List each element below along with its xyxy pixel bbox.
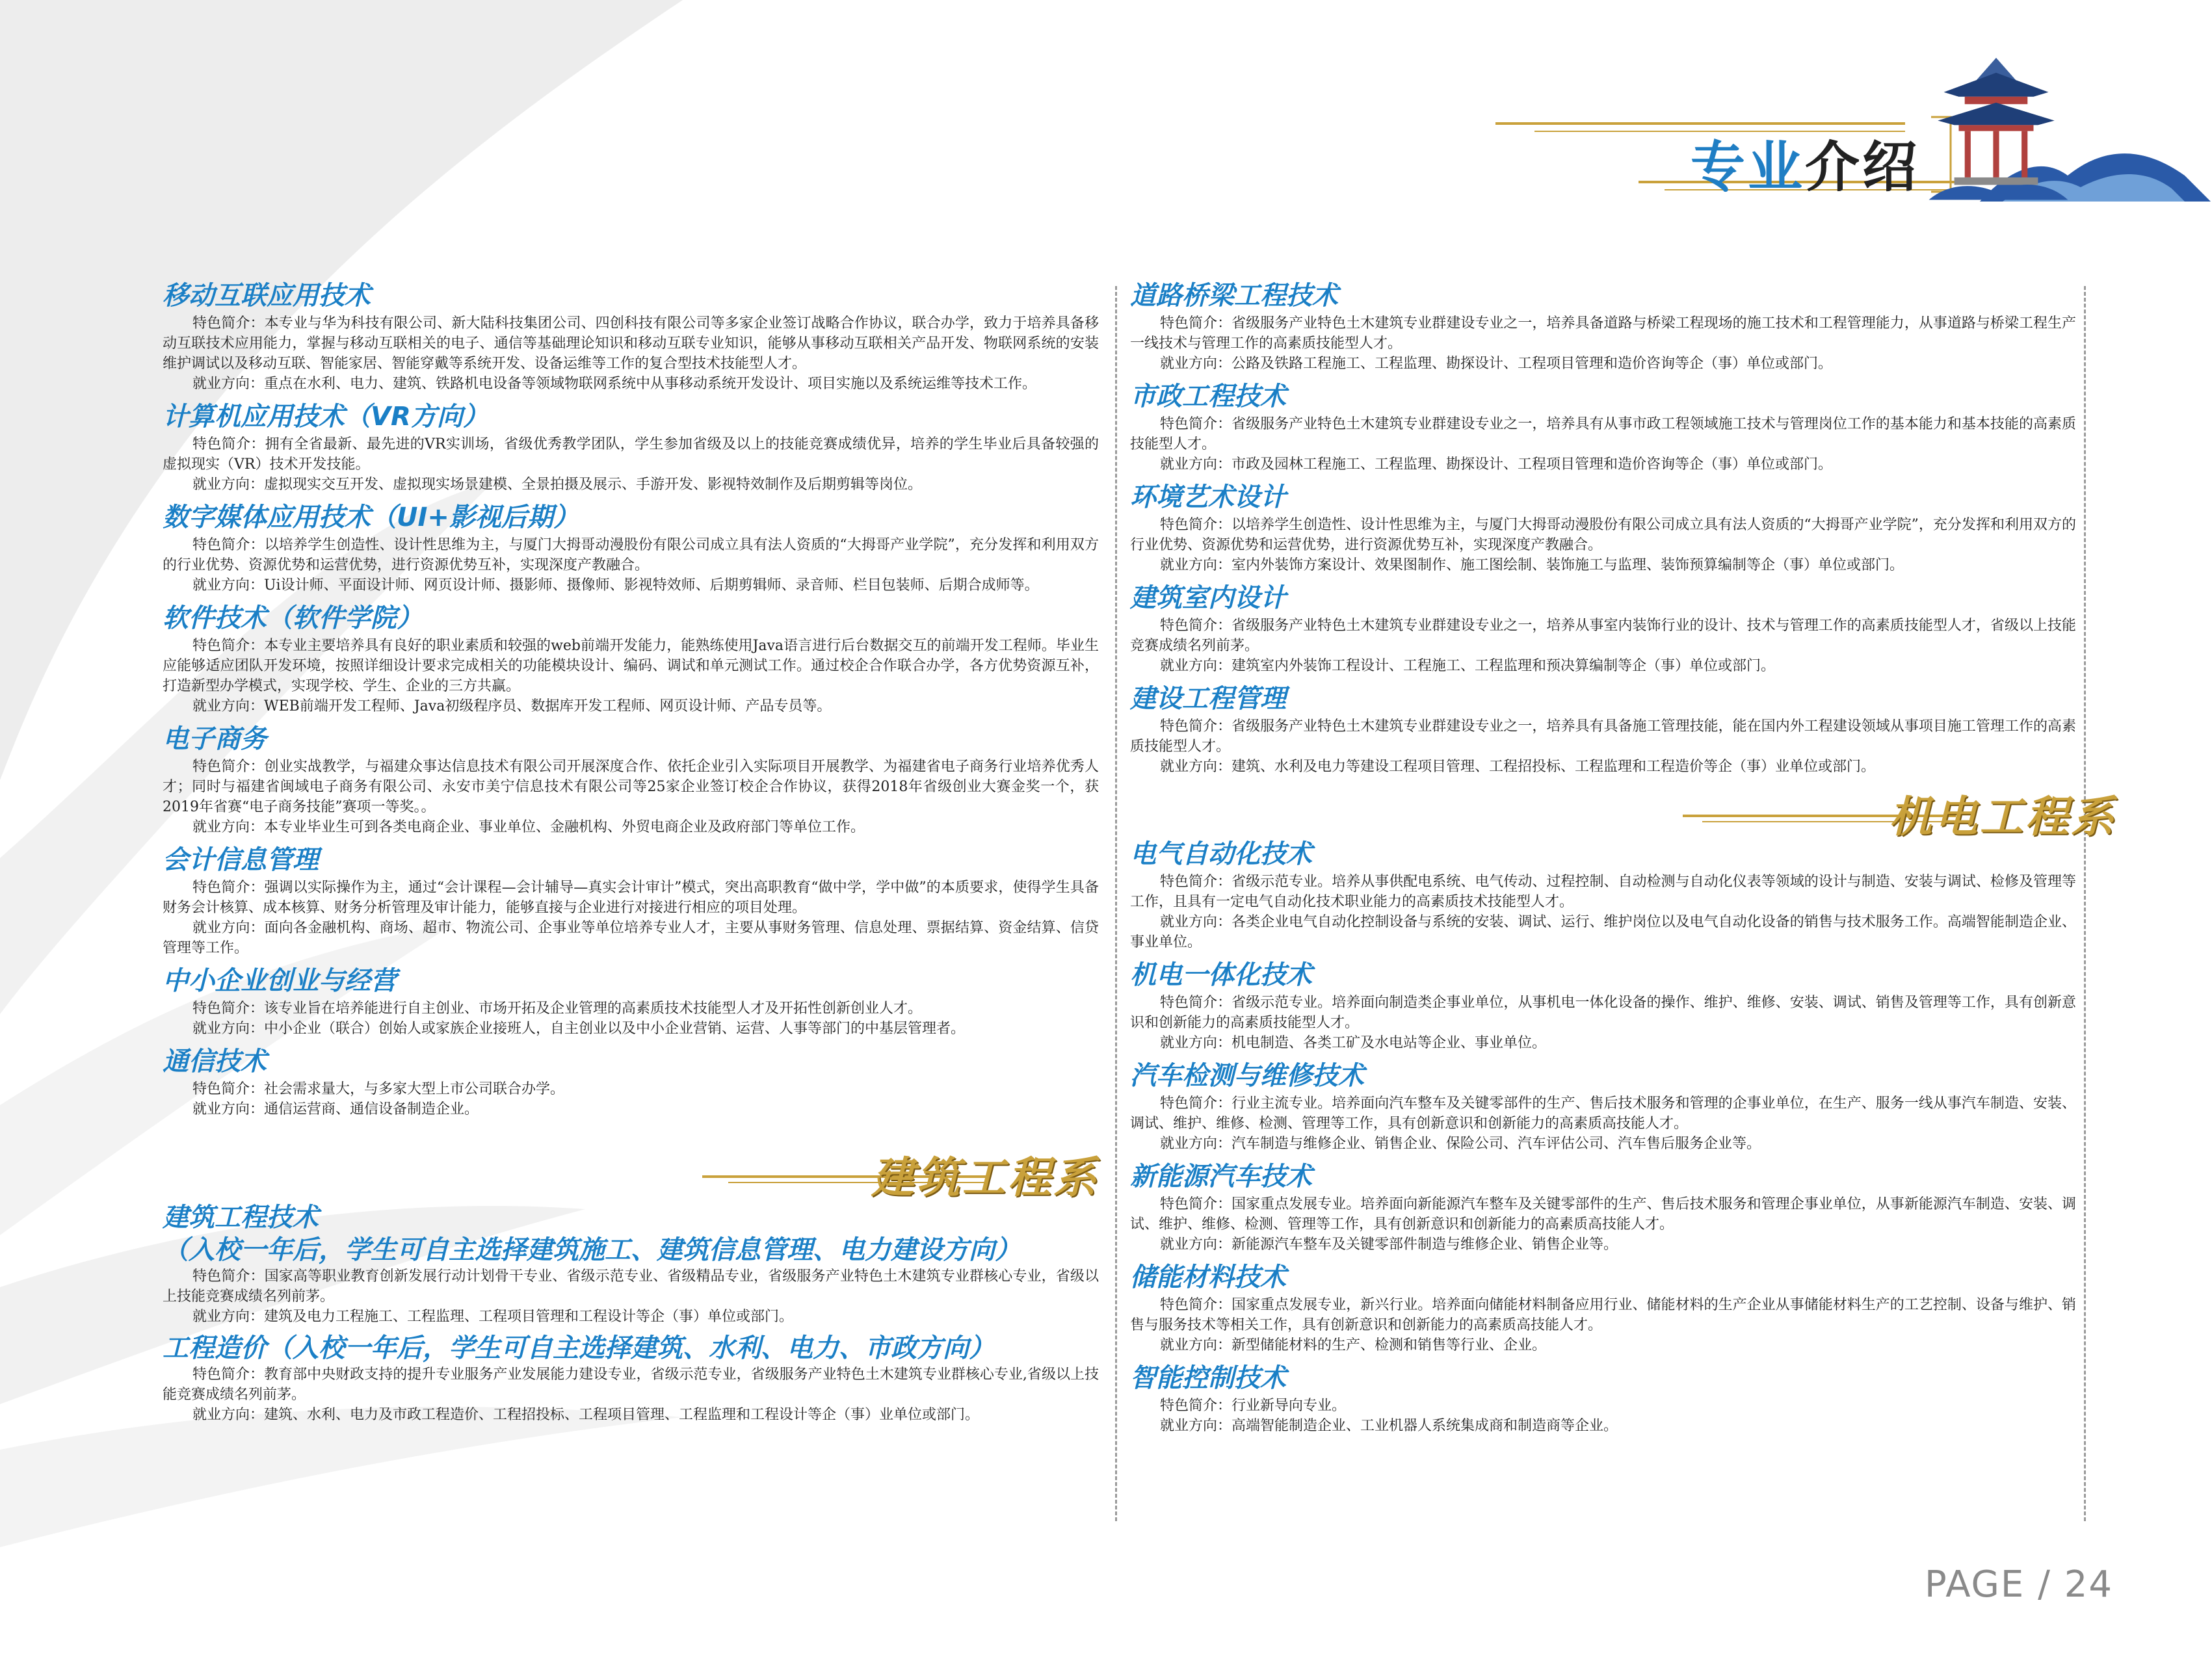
program-features: 特色简介：国家重点发展专业。培养面向新能源汽车整车及关键零部件的生产、售后技术服务和管理企事业单位，从事新能源汽车制造、安装、调试、维护、维修、检测、管理等工作，具有创新意识和创新能力的高素质高技能人才。: [1130, 1196, 2076, 1233]
program-energy-storage: [1130, 1260, 2076, 1355]
program-list: [163, 278, 1099, 1119]
program-cost-engineering: [163, 1332, 1099, 1425]
program-features: 特色简介：教育部中央财政支持的提升专业服务产业发展能力建设专业，省级示范专业，省级服务产业特色土木建筑专业群核心专业,省级以上技能竞赛成绩名列前茅。: [163, 1366, 1099, 1403]
program-features: 特色简介：强调以实际操作为主，通过“会计课程—会计辅导—真实会计审计”模式，突出高职教育“做中学，学中做”的本质要求，使得学生具备财务会计核算、成本核算、财务分析管理及审计能力，能够直接与企业进行对接进行相应的项目处理。: [163, 880, 1099, 916]
program-title: 环境艺术设计: [1130, 482, 1286, 512]
program-interior-design: [1130, 581, 2076, 676]
program-title: 建设工程管理: [1130, 684, 1286, 714]
page-number: PAGE / 24: [1925, 1563, 2114, 1606]
program-employment: 就业方向：中小企业（联合）创始人或家族企业接班人，自主创业以及中小企业营销、运营、人事等部门的中基层管理者。: [192, 1021, 966, 1037]
program-municipal: [1130, 379, 2076, 475]
program-features: 特色简介：行业新导向专业。: [1160, 1398, 1347, 1414]
department-heading-electromechanical: [1130, 782, 2116, 842]
program-title: 软件技术（软件学院）: [163, 603, 423, 633]
program-list: [1130, 278, 2076, 777]
program-software: [163, 601, 1099, 716]
program-title: 新能源汽车技术: [1130, 1162, 1312, 1192]
program-employment: 就业方向：机电制造、各类工矿及水电站等企业、事业单位。: [1160, 1035, 1547, 1051]
program-features: 特色简介：创业实战教学，与福建众事达信息技术有限公司开展深度合作、依托企业引入实际项目开展教学、为福建省电子商务行业培养优秀人才；同时与福建省闽域电子商务有限公司、永安市美宁信息技术有限公司等25家企业签订校企合作协议，获得2018年省级创业大赛金奖一个，获2019年省赛“电子商务技能”赛项一等奖。。: [163, 759, 1099, 815]
program-title: 汽车检测与维修技术: [1130, 1061, 1364, 1091]
program-title: 建筑工程技术: [163, 1203, 319, 1233]
program-building-engineering: [163, 1201, 1099, 1327]
program-features: 特色简介：以培养学生创造性、设计性思维为主，与厦门大拇哥动漫股份有限公司成立具有法人资质的“大拇哥产业学院”，充分发挥和利用双方的行业优势、资源优势和运营优势，进行资源优势互补，实现深度产教融合。: [163, 537, 1099, 573]
program-computer-vr: [163, 399, 1099, 495]
program-employment: 就业方向：面向各金融机构、商场、超市、物流公司、企事业等单位培养专业人才，主要从事财务管理、信息处理、票据结算、资金结算、信贷管理等工作。: [163, 920, 1099, 956]
program-features: 特色简介：该专业旨在培养能进行自主创业、市场开拓及企业管理的高素质技术技能型人才及开拓性创新创业人才。: [192, 1000, 923, 1017]
program-employment: 就业方向：市政及园林工程施工、工程监理、勘探设计、工程项目管理和造价咨询等企（事）单位或部门。: [1160, 456, 1833, 473]
program-road-bridge: [1130, 278, 2076, 374]
program-environment-art: [1130, 480, 2076, 575]
pavilion-icon: [1918, 53, 2074, 203]
program-employment: 就业方向：重点在水利、电力、建筑、铁路机电设备等领域物联网系统中从事移动系统开发设计、项目实施以及系统运维等技术工作。: [192, 376, 1037, 392]
program-title: 通信技术: [163, 1047, 267, 1077]
page-title-rest: 介绍: [1805, 135, 1920, 199]
program-employment: 就业方向：建筑、水利、电力及市政工程造价、工程招投标、工程项目管理、工程监理和工程设计等企（事）业单位或部门。: [192, 1407, 980, 1423]
program-features: 特色简介：国家重点发展专业，新兴行业。培养面向储能材料制备应用行业、储能材料的生产企业从事储能材料生产的工艺控制、设备与维护、销售与服务技术等相关工作，具有创新意识和创新能力的高素质高技能人才。: [1130, 1297, 2076, 1333]
program-features: 特色简介：国家高等职业教育创新发展行动计划骨干专业、省级示范专业、省级精品专业，省级服务产业特色土木建筑专业群核心专业，省级以上技能竞赛成绩名列前茅。: [163, 1268, 1099, 1305]
page-title-accent: 专业: [1691, 135, 1806, 199]
program-list: [163, 1201, 1099, 1425]
program-title: 数字媒体应用技术（UI+影视后期）: [163, 503, 579, 532]
program-features: 特色简介：行业主流专业。培养面向汽车整车及关键零部件的生产、售后技术服务和管理的企事业单位，在生产、服务一线从事汽车制造、安装、调试、维护、维修、检测、管理等工作，具有创新意识和创新能力的高素质高技能人才。: [1130, 1095, 2076, 1132]
department-heading-construction: [163, 1139, 1099, 1201]
department-title: 机电工程系: [1889, 792, 2116, 842]
left-column: [163, 278, 1099, 1430]
program-employment: 就业方向：通信运营商、通信设备制造企业。: [192, 1101, 479, 1117]
program-features: 特色简介：省级示范专业。培养从事供配电系统、电气传动、过程控制、自动检测与自动化仪表等领域的设计与制造、安装与调试、检修及管理等工作，且具有一定电气自动化技术职业能力的高素质技术技能型人才。: [1130, 874, 2076, 910]
program-features: 特色简介：以培养学生创造性、设计性思维为主，与厦门大拇哥动漫股份有限公司成立具有法人资质的“大拇哥产业学院”，充分发挥和利用双方的行业优势、资源优势和运营优势，进行资源优势互补，实现深度产教融合。: [1130, 517, 2076, 553]
program-features: 特色简介：省级服务产业特色土木建筑专业群建设专业之一，培养具有具备施工管理技能，能在国内外工程建设领域从事项目施工管理工作的高素质技能型人才。: [1130, 718, 2076, 755]
program-new-energy-vehicle: [1130, 1159, 2076, 1255]
program-title: 建筑室内设计: [1130, 583, 1286, 613]
column-divider-left: [1115, 286, 1117, 1521]
program-intelligent-control: [1130, 1361, 2076, 1436]
program-employment: 就业方向：建筑室内外装饰工程设计、工程施工、工程监理和预决算编制等企（事）单位或部门。: [1160, 658, 1776, 674]
program-title: 移动互联应用技术: [163, 281, 371, 311]
program-features: 特色简介：本专业与华为科技有限公司、新大陆科技集团公司、四创科技有限公司等多家企业签订战略合作协议，联合办学，致力于培养具备移动互联技术应用能力，掌握与移动互联相关的电子、通信等基础理论知识和移动互联专业知识，能够从事移动互联相关产品开发、物联网系统的安装维护调试以及移动互联、智能家居、智能穿戴等系统开发、设备运维等工作的复合型技术技能型人才。: [163, 315, 1099, 372]
department-title: 建筑工程系: [871, 1153, 1099, 1203]
program-title: 道路桥梁工程技术: [1130, 281, 1338, 311]
program-features: 特色简介：省级服务产业特色土木建筑专业群建设专业之一，培养从事室内装饰行业的设计、技术与管理工作的高素质技能型人才，省级以上技能竞赛成绩名列前茅。: [1130, 618, 2076, 654]
program-employment: 就业方向：建筑、水利及电力等建设工程项目管理、工程招投标、工程监理和工程造价等企（事）业单位或部门。: [1160, 759, 1876, 775]
program-construction-management: [1130, 681, 2076, 777]
program-features: 特色简介：省级服务产业特色土木建筑专业群建设专业之一，培养具有从事市政工程领域施工技术与管理岗位工作的基本能力和基本技能的高素质技能型人才。: [1130, 416, 2076, 452]
page-title: [1691, 124, 1919, 202]
program-features: 特色简介：社会需求量大，与多家大型上市公司联合办学。: [192, 1081, 565, 1097]
program-title: 智能控制技术: [1130, 1363, 1286, 1393]
program-accounting: [163, 843, 1099, 958]
program-title: 工程造价（入校一年后，学生可自主选择建筑、水利、电力、市政方向）: [163, 1333, 995, 1363]
program-employment: 就业方向：新能源汽车整车及关键零部件制造与维修企业、销售企业等。: [1160, 1236, 1618, 1253]
program-electrical-automation: [1130, 837, 2076, 952]
program-list: [1130, 837, 2076, 1436]
program-employment: 就业方向：建筑及电力工程施工、工程监理、工程项目管理和工程设计等企（事）单位或部门。: [192, 1309, 794, 1325]
program-mechatronics: [1130, 958, 2076, 1053]
program-mobile-internet: [163, 278, 1099, 394]
program-employment: 就业方向：高端智能制造企业、工业机器人系统集成商和制造商等企业。: [1160, 1418, 1618, 1434]
program-title: 会计信息管理: [163, 845, 319, 875]
program-employment: 就业方向：WEB前端开发工程师、Java初级程序员、数据库开发工程师、网页设计师、产品专员等。: [192, 698, 832, 714]
column-divider-right: [2084, 286, 2086, 1521]
right-column: [1130, 278, 2116, 1441]
program-title: 储能材料技术: [1130, 1262, 1286, 1292]
program-employment: 就业方向：新型储能材料的生产、检测和销售等行业、企业。: [1160, 1337, 1547, 1353]
program-sme-business: [163, 963, 1099, 1039]
program-title: 电子商务: [163, 724, 267, 754]
program-ecommerce: [163, 722, 1099, 837]
program-communication: [163, 1044, 1099, 1119]
program-employment: 就业方向：公路及铁路工程施工、工程监理、勘探设计、工程项目管理和造价咨询等企（事）单位或部门。: [1160, 356, 1833, 372]
program-features: 特色简介：省级示范专业。培养面向制造类企事业单位，从事机电一体化设备的操作、维护、维修、安装、调试、销售及管理等工作，具有创新意识和创新能力的高素质技能型人才。: [1130, 995, 2076, 1031]
program-employment: 就业方向：各类企业电气自动化控制设备与系统的安装、调试、运行、维护岗位以及电气自动化设备的销售与技术服务工作。高端智能制造企业、事业单位。: [1130, 914, 2076, 950]
program-employment: 就业方向：本专业毕业生可到各类电商企业、事业单位、金融机构、外贸电商企业及政府部门等单位工作。: [192, 819, 865, 835]
program-employment: 就业方向：Ui设计师、平面设计师、网页设计师、摄影师、摄像师、影视特效师、后期剪辑师、录音师、栏目包装师、后期合成师等。: [192, 577, 1039, 594]
program-title: 计算机应用技术（VR方向）: [163, 402, 489, 432]
program-title: 机电一体化技术: [1130, 960, 1312, 990]
program-title-note: （入校一年后，学生可自主选择建筑施工、建筑信息管理、电力建设方向）: [163, 1235, 1021, 1265]
program-features: 特色简介：拥有全省最新、最先进的VR实训场，省级优秀教学团队，学生参加省级及以上的技能竞赛成绩优异，培养的学生毕业后具备较强的虚拟现实（VR）技术开发技能。: [163, 436, 1099, 473]
program-employment: 就业方向：汽车制造与维修企业、销售企业、保险公司、汽车评估公司、汽车售后服务企业等。: [1160, 1136, 1761, 1152]
program-auto-repair: [1130, 1058, 2076, 1154]
program-features: 特色简介：本专业主要培养具有良好的职业素质和较强的web前端开发能力，能熟练使用Java语言进行后台数据交互的前端开发工程师。毕业生应能够适应团队开发环境，按照详细设计要求完成相关的功能模块设计、编码、调试和单元测试工作。通过校企合作联合办学，各方优势资源互补，打造新型办学模式，实现学校、学生、企业的三方共赢。: [163, 638, 1099, 694]
program-employment: 就业方向：室内外装饰方案设计、效果图制作、施工图绘制、装饰施工与监理、装饰预算编制等企（事）单位或部门。: [1160, 557, 1904, 573]
program-features: 特色简介：省级服务产业特色土木建筑专业群建设专业之一，培养具备道路与桥梁工程现场的施工技术和工程管理能力，从事道路与桥梁工程生产一线技术与管理工作的高素质技能型人才。: [1130, 315, 2076, 352]
program-title: 市政工程技术: [1130, 382, 1286, 411]
program-title: 中小企业创业与经营: [163, 966, 397, 996]
program-title: 电气自动化技术: [1130, 839, 1312, 869]
program-employment: 就业方向：虚拟现实交互开发、虚拟现实场景建模、全景拍摄及展示、手游开发、影视特效制作及后期剪辑等岗位。: [192, 477, 923, 493]
program-digital-media: [163, 500, 1099, 595]
